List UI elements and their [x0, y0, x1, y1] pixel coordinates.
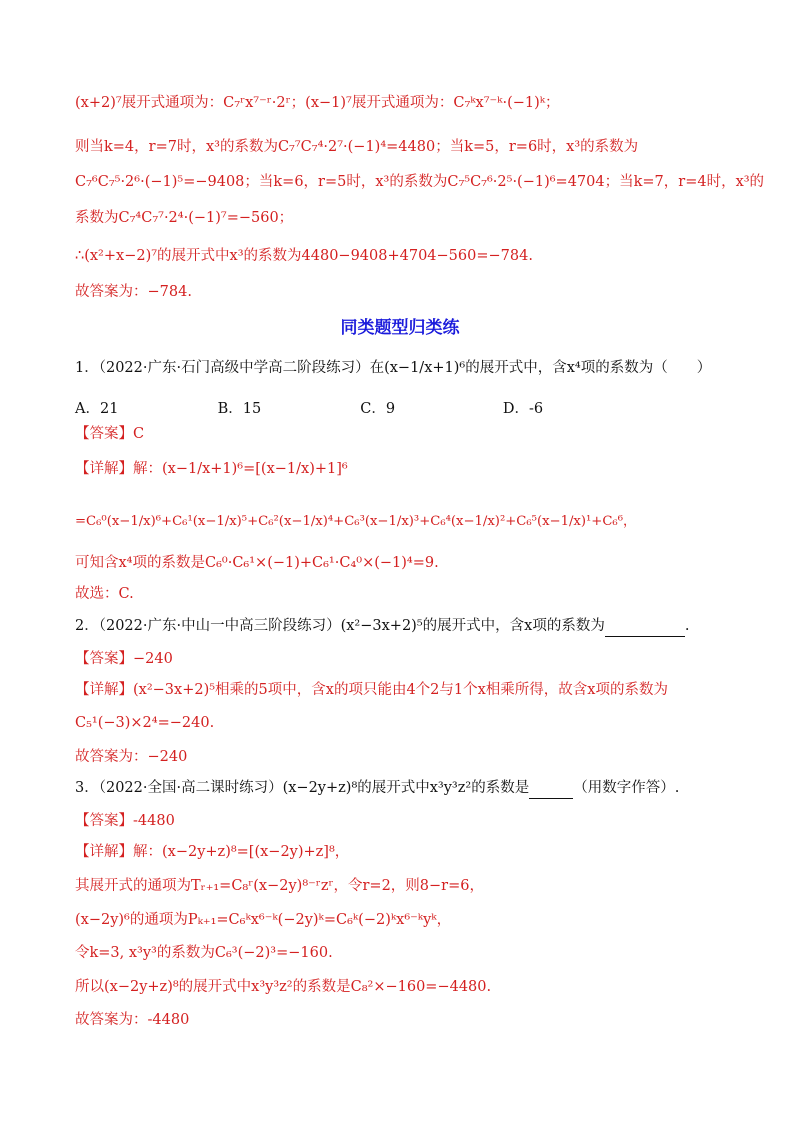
question-3-detail: (x−2y)⁶的通项为Pₖ₊₁=C₆ᵏx⁶⁻ᵏ(−2y)ᵏ=C₆ᵏ(−2)ᵏx⁶⁻ᵏyᵏ， [75, 912, 452, 928]
answer-blank [605, 614, 685, 637]
option-a: A．21 [75, 401, 119, 417]
question-3-detail: 其展开式的通项为Tᵣ₊₁=C₈ʳ(x−2y)⁸⁻ʳzʳ，令r=2，则8−r=6， [75, 878, 484, 894]
question-1-detail: =C₆⁰(x−1/x)⁶+C₆¹(x−1/x)⁵+C₆²(x−1/x)⁴+C₆³(x−1/x)³+C₆⁴(x−1/x)²+C₆⁵(x−1/x)¹+C₆⁶， [75, 514, 637, 529]
question-3-detail: 【详解】解：(x−2y+z)⁸=[(x−2y)+z]⁸， [75, 844, 350, 860]
question-1-answer: 【答案】C [75, 426, 145, 442]
question-2-answer: 【答案】−240 [75, 651, 173, 667]
text-line: 则当k=4，r=7时，x³的系数为C₇⁷C₇⁴·2⁷·(−1)⁴=4480；当k=5，r=6时，x³的系数为 [75, 139, 639, 155]
question-3-stem [75, 776, 740, 799]
question-2-stem-text: 2．（2022·广东·中山一中高三阶段练习）(x²−3x+2)⁵的展开式中，含x项的系数为 [75, 618, 605, 634]
question-1-detail: 可知含x⁴项的系数是C₆⁰·C₆¹×(−1)+C₆¹·C₄⁰×(−1)⁴=9. [75, 555, 439, 571]
question-2-detail: 【详解】(x²−3x+2)⁵相乘的5项中，含x的项只能由4个2与1个x相乘所得，故含x项的系数为 [75, 682, 668, 698]
question-1-stem: 1．（2022·广东·石门高级中学高二阶段练习）在(x−1/x+1)⁶的展开式中，含x⁴项的系数为（ ） [75, 360, 712, 376]
question-1-detail: 【详解】解：(x−1/x+1)⁶=[(x−1/x)+1]⁶ [75, 461, 348, 477]
text-line: 系数为C₇⁴C₇⁷·2⁴·(−1)⁷=−560； [75, 210, 294, 226]
text-line: (x+2)⁷展开式通项为：C₇ʳx⁷⁻ʳ·2ʳ；(x−1)⁷展开式通项为：C₇ᵏx⁷⁻ᵏ·(−1)ᵏ； [75, 95, 560, 111]
question-1-conclusion: 故选：C. [75, 586, 134, 602]
question-3-answer: 【答案】-4480 [75, 813, 175, 829]
text-line: C₇⁶C₇⁵·2⁶·(−1)⁵=−9408；当k=6，r=5时，x³的系数为C₇⁵C₇⁶·2⁵·(−1)⁶=4704；当k=7，r=4时，x³的 [75, 174, 765, 190]
option-c: C．9 [360, 401, 396, 417]
question-3-detail: 所以(x−2y+z)⁸的展开式中x³y³z²的系数是C₈²×−160=−4480. [75, 979, 492, 995]
question-1-options [75, 398, 740, 420]
question-3-stem-text: 3．（2022·全国·高二课时练习）(x−2y+z)⁸的展开式中x³y³z²的系数是 [75, 780, 530, 796]
text-line: 故答案为：−784. [75, 284, 192, 300]
answer-blank [529, 776, 573, 799]
question-3-detail: 令k=3, x³y³的系数为C₆³(−2)³=−160. [75, 945, 333, 961]
question-2-stem [75, 614, 740, 637]
option-d: D．-6 [502, 401, 544, 417]
question-3-stem-end: （用数字作答）. [573, 780, 680, 796]
option-b: B．15 [217, 401, 262, 417]
question-2-conclusion: 故答案为：−240 [75, 749, 188, 765]
question-2-stem-end: . [684, 618, 690, 634]
section-title: 同类题型归类练 [340, 318, 460, 338]
question-3-conclusion: 故答案为：-4480 [75, 1012, 190, 1028]
question-2-detail: C₅¹(−3)×2⁴=−240. [75, 715, 215, 731]
text-line: ∴(x²+x−2)⁷的展开式中x³的系数为4480−9408+4704−560=−784. [75, 248, 533, 264]
